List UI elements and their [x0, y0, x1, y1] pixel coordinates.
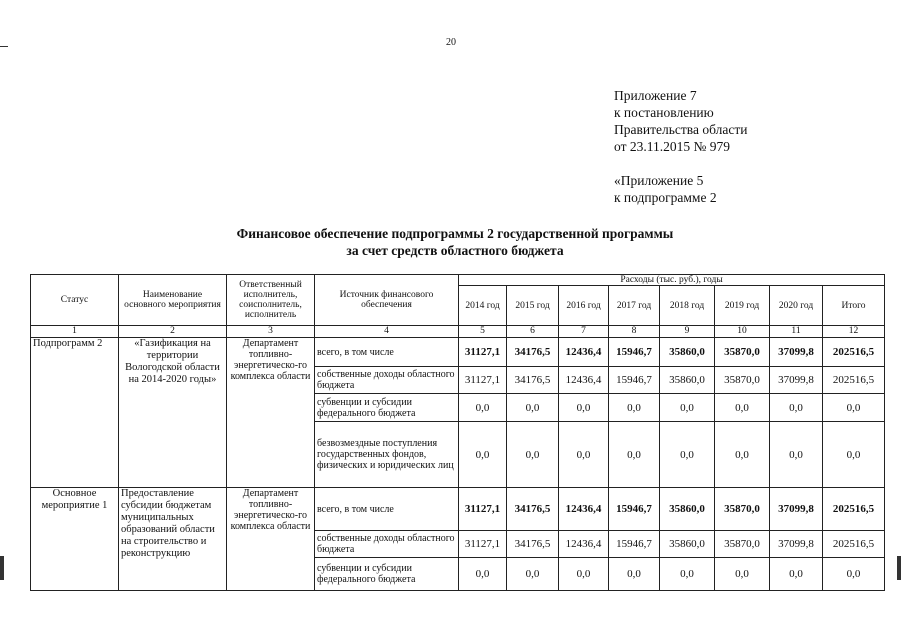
source-cell: всего, в том числе	[315, 338, 459, 367]
column-number: 5	[459, 326, 507, 338]
header-status: Статус	[31, 275, 119, 326]
appendix-line: Правительства области	[614, 122, 748, 137]
value-cell: 31127,1	[459, 531, 507, 558]
value-cell: 0,0	[770, 394, 823, 422]
value-cell: 0,0	[507, 422, 559, 488]
financing-table	[30, 274, 885, 591]
value-cell: 35860,0	[660, 531, 715, 558]
value-cell: 15946,7	[609, 531, 660, 558]
page-number: 20	[446, 37, 456, 48]
value-cell: 35870,0	[715, 367, 770, 394]
column-number: 4	[315, 326, 459, 338]
document-title-line: за счет средств областного бюджета	[346, 243, 564, 258]
value-cell: 0,0	[770, 422, 823, 488]
value-cell: 0,0	[715, 394, 770, 422]
column-number: 6	[507, 326, 559, 338]
total-cell: 202516,5	[823, 338, 885, 367]
header-year: 2020 год	[770, 286, 823, 326]
appendix-line: «Приложение 5	[614, 173, 704, 188]
value-cell: 37099,8	[770, 488, 823, 531]
table-row	[31, 338, 885, 367]
total-cell: 0,0	[823, 394, 885, 422]
source-cell: собственные доходы областного бюджета	[315, 531, 459, 558]
executor-cell: Департамент топливно-энергетическо-го комплекса области	[227, 488, 315, 591]
value-cell: 0,0	[609, 558, 660, 591]
value-cell: 12436,4	[559, 488, 609, 531]
column-number: 10	[715, 326, 770, 338]
value-cell: 0,0	[609, 422, 660, 488]
total-cell: 0,0	[823, 558, 885, 591]
value-cell: 34176,5	[507, 338, 559, 367]
header-year: 2016 год	[559, 286, 609, 326]
document-title	[150, 225, 760, 259]
value-cell: 37099,8	[770, 531, 823, 558]
scan-edge-mark	[0, 46, 8, 47]
value-cell: 0,0	[660, 558, 715, 591]
value-cell: 35870,0	[715, 488, 770, 531]
value-cell: 35860,0	[660, 338, 715, 367]
header-year: 2018 год	[660, 286, 715, 326]
source-cell: субвенции и субсидии федерального бюджета	[315, 394, 459, 422]
executor-cell: Департамент топливно-энергетическо-го комплекса области	[227, 338, 315, 488]
scan-edge-mark	[897, 556, 901, 580]
column-number: 2	[119, 326, 227, 338]
total-cell: 202516,5	[823, 367, 885, 394]
column-number: 8	[609, 326, 660, 338]
value-cell: 0,0	[559, 422, 609, 488]
source-cell: субвенции и субсидии федерального бюджета	[315, 558, 459, 591]
value-cell: 31127,1	[459, 367, 507, 394]
appendix-line: от 23.11.2015 № 979	[614, 139, 730, 154]
value-cell: 0,0	[660, 394, 715, 422]
total-cell: 0,0	[823, 422, 885, 488]
value-cell: 0,0	[507, 394, 559, 422]
header-expenses: Расходы (тыс. руб.), годы	[459, 275, 885, 286]
value-cell: 0,0	[459, 558, 507, 591]
document-title-line: Финансовое обеспечение подпрограммы 2 государственной программы	[236, 226, 674, 241]
source-cell: безвозмездные поступления государственных фондов, физических и юридических лиц	[315, 422, 459, 488]
value-cell: 0,0	[559, 394, 609, 422]
value-cell: 35870,0	[715, 338, 770, 367]
appendix-line: к постановлению	[614, 105, 714, 120]
value-cell: 0,0	[459, 394, 507, 422]
total-cell: 202516,5	[823, 488, 885, 531]
value-cell: 12436,4	[559, 367, 609, 394]
status-cell: Подпрограмм 2	[31, 338, 119, 488]
value-cell: 12436,4	[559, 338, 609, 367]
header-year: 2019 год	[715, 286, 770, 326]
value-cell: 0,0	[715, 422, 770, 488]
activity-name-cell: Предоставление субсидии бюджетам муниципальных образований области на строительство и реконструкцию	[119, 488, 227, 591]
value-cell: 0,0	[459, 422, 507, 488]
value-cell: 34176,5	[507, 367, 559, 394]
column-number: 1	[31, 326, 119, 338]
value-cell: 37099,8	[770, 338, 823, 367]
value-cell: 12436,4	[559, 531, 609, 558]
value-cell: 0,0	[507, 558, 559, 591]
value-cell: 15946,7	[609, 367, 660, 394]
value-cell: 0,0	[559, 558, 609, 591]
activity-name-cell: «Газификация на территории Вологодской области на 2014-2020 годы»	[119, 338, 227, 488]
value-cell: 31127,1	[459, 338, 507, 367]
value-cell: 15946,7	[609, 488, 660, 531]
header-year: 2014 год	[459, 286, 507, 326]
value-cell: 0,0	[770, 558, 823, 591]
scan-edge-mark	[0, 556, 4, 580]
appendix-line: Приложение 7	[614, 88, 697, 103]
source-cell: собственные доходы областного бюджета	[315, 367, 459, 394]
table-row	[31, 488, 885, 531]
source-cell: всего, в том числе	[315, 488, 459, 531]
value-cell: 15946,7	[609, 338, 660, 367]
column-number: 11	[770, 326, 823, 338]
header-year: 2017 год	[609, 286, 660, 326]
value-cell: 34176,5	[507, 488, 559, 531]
appendix-line: к подпрограмме 2	[614, 190, 717, 205]
header-total: Итого	[823, 286, 885, 326]
value-cell: 35860,0	[660, 488, 715, 531]
value-cell: 35860,0	[660, 367, 715, 394]
value-cell: 35870,0	[715, 531, 770, 558]
header-name: Наименование основного мероприятия	[119, 275, 227, 326]
value-cell: 0,0	[660, 422, 715, 488]
status-cell: Основное мероприятие 1	[31, 488, 119, 591]
column-number: 7	[559, 326, 609, 338]
value-cell: 0,0	[715, 558, 770, 591]
value-cell: 0,0	[609, 394, 660, 422]
column-number: 12	[823, 326, 885, 338]
column-number: 9	[660, 326, 715, 338]
column-number-row	[31, 326, 885, 338]
value-cell: 37099,8	[770, 367, 823, 394]
column-number: 3	[227, 326, 315, 338]
value-cell: 31127,1	[459, 488, 507, 531]
header-source: Источник финансового обеспечения	[315, 275, 459, 326]
header-executor: Ответственный исполнитель, соисполнитель, исполнитель	[227, 275, 315, 326]
value-cell: 34176,5	[507, 531, 559, 558]
total-cell: 202516,5	[823, 531, 885, 558]
appendix-note	[614, 87, 747, 206]
header-year: 2015 год	[507, 286, 559, 326]
